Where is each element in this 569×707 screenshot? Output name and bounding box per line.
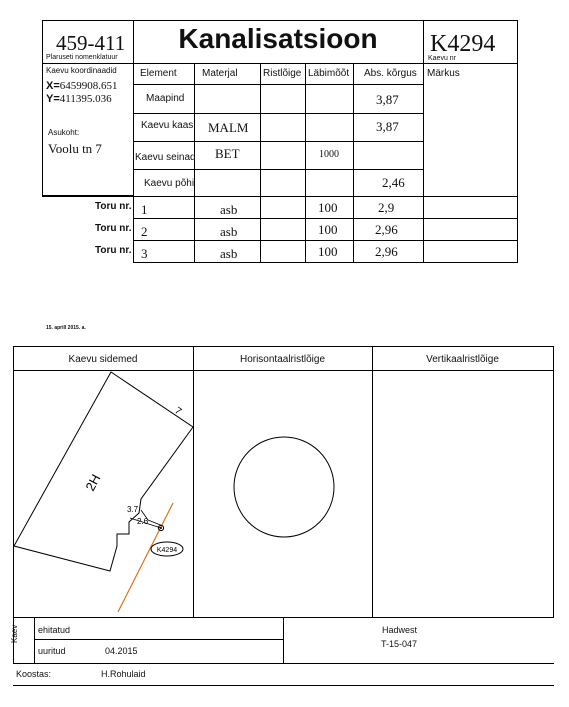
y-coordinate [46,93,112,105]
y-value: 411395.036 [59,93,112,105]
pipe-3-nr: 3 [141,246,148,261]
row-abs-cover: 3,87 [376,119,399,134]
pipe-1-material: asb [220,202,238,217]
row-element-cover: Kaevu kaas [141,120,194,131]
site-plan-sketch [13,370,193,617]
row-element-walls: Kaevu seinad [135,152,196,163]
well-circle [234,437,334,537]
col-title-horizontal-section: Horisontaalristlõige [239,354,326,365]
footer-company: Hadwest [382,625,418,635]
well-tag-label: K4294 [156,547,178,554]
well-id: K4294 [430,31,496,57]
footer-compiler-name: H.Rohulaid [101,669,146,679]
footer-doc-code: T-15-047 [381,639,418,649]
corner-label: 7 [172,405,184,418]
footer-compiler-label: Koostas: [16,669,52,679]
pipe-2-nr: 2 [141,224,148,239]
pipe-2-material: asb [220,224,238,239]
building-outline [14,372,193,571]
row-material-walls: BET [215,146,240,161]
row-element-bottom: Kaevu põhi [144,178,195,189]
location-value: Voolu tn 7 [48,141,102,156]
location-label: Asukoht: [48,128,80,137]
col-header-material: Materjal [202,68,238,79]
col-header-element: Element [140,68,177,79]
pipe-2-abs: 2,96 [375,222,398,237]
building-label: 2H [82,471,104,494]
col-title-vertical-section: Vertikaalristlõige [426,354,499,365]
row-abs-ground: 3,87 [376,92,399,107]
col-title-well-links: Kaevu sidemed [68,354,138,365]
col-header-abs: Abs. kõrgus [364,68,417,79]
pipe-2-diameter: 100 [318,222,338,237]
pipe-3-label: Toru nr. [95,245,132,256]
footer-inspected-date: 04.2015 [105,646,138,656]
row-material-cover: MALM [208,120,249,135]
pipe-1-nr: 1 [141,202,148,217]
pipe-3-material: asb [220,246,238,261]
page-title: Kanalisatsioon [178,23,378,54]
well-id-label: Kaevu nr [428,55,457,62]
x-prefix: X= [46,80,60,92]
pipe-2-label: Toru nr. [95,223,132,234]
row-element-ground: Maapind [146,93,185,104]
x-value: 6459908.651 [59,80,118,92]
footer-side-label: Kaev [10,624,19,643]
x-coordinate [46,80,118,92]
sheet-number-label: Plaruseti nomenklatuur [46,54,118,61]
footer-built-label: ehitatud [38,625,71,635]
pipe-1-diameter: 100 [318,200,338,215]
pipe-1-abs: 2,9 [378,200,395,215]
y-prefix: Y= [46,93,60,105]
row-diameter-walls: 1000 [319,149,339,160]
col-header-section: Ristlõige [263,68,302,79]
row-abs-bottom: 2,46 [382,175,405,190]
horizontal-section-drawing [193,370,372,617]
dimension-label-2: 2.6 [137,517,149,526]
col-header-note: Märkus [427,68,460,79]
well-marker-inner [160,527,162,529]
col-header-diameter: Läbimõõt [308,68,350,79]
dimension-label-1: 3.7 [127,505,139,514]
footer-inspected-label: uuritud [38,646,66,656]
sheet-number: 459-411 [56,31,126,55]
coords-label: Kaevu koordinaadid [46,66,117,75]
date-note: 15. aprill 2015. a. [46,325,86,331]
pipe-3-diameter: 100 [318,244,338,259]
pipe-3-abs: 2,96 [375,244,398,259]
pipe-1-label: Toru nr. [95,201,132,212]
